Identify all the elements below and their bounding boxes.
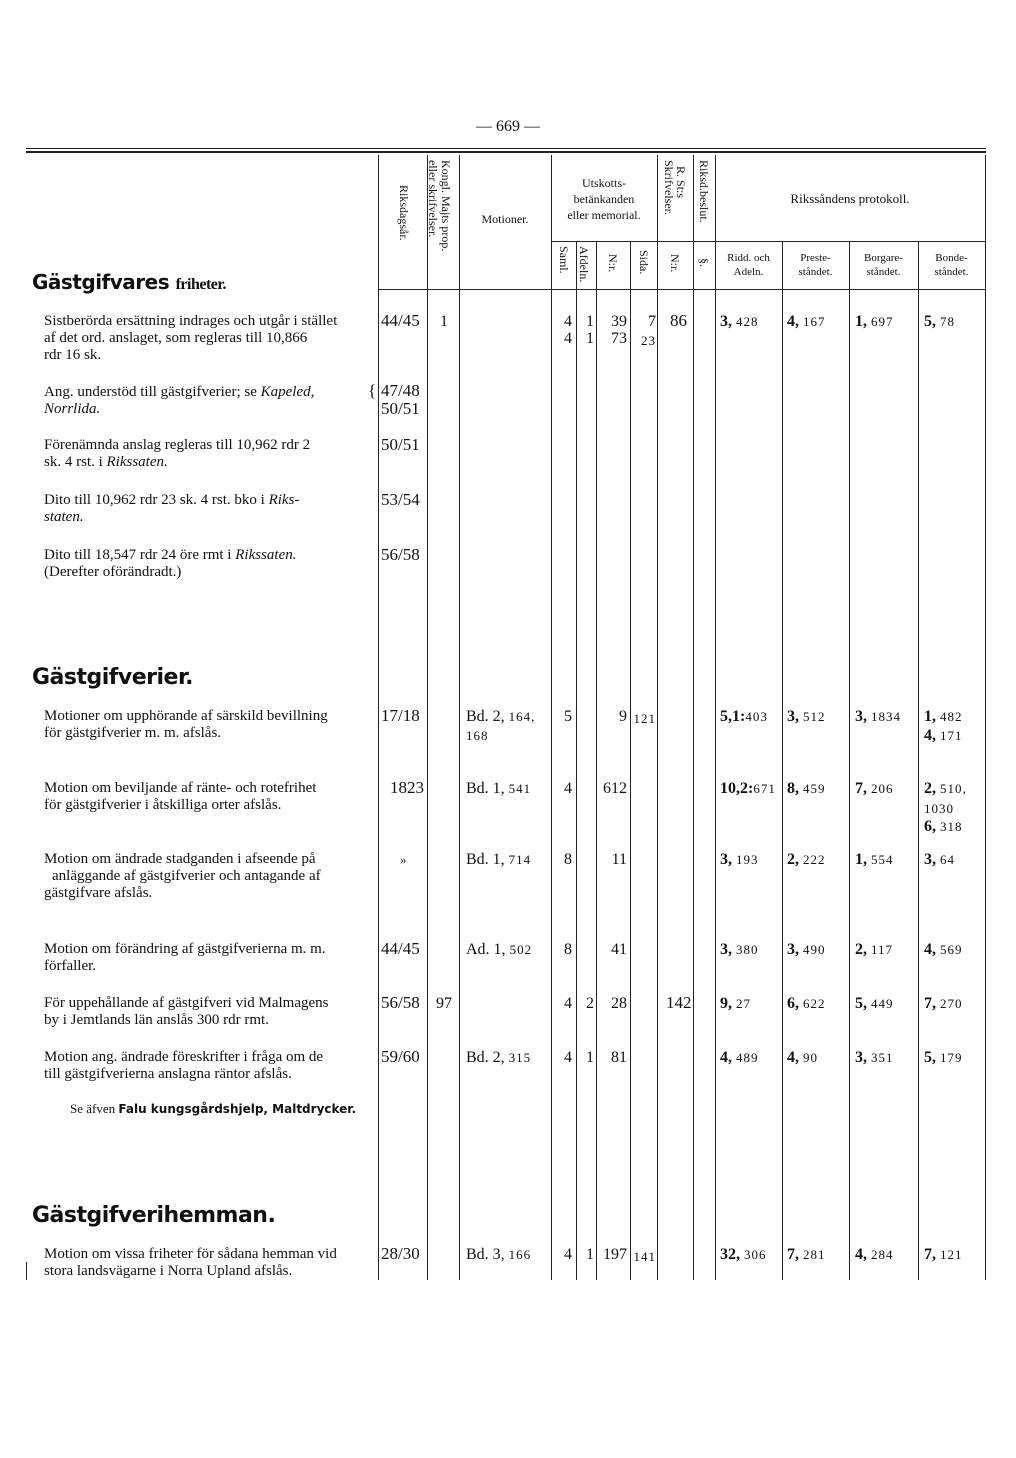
page: 166 — [508, 1247, 532, 1262]
bondestandet — [924, 1049, 963, 1066]
utskott-divider — [551, 241, 657, 242]
col-line — [427, 155, 428, 1280]
desc-line: Dito till 18,547 rdr 24 öre rmt i — [44, 547, 232, 563]
header-bonde-2: ståndet. — [934, 266, 969, 278]
volume: 4, — [787, 1049, 799, 1066]
saml: 4 — [564, 1049, 572, 1066]
rsts-nr: 86 — [670, 311, 687, 330]
page: 318 — [940, 819, 963, 834]
year: 50/51 — [381, 399, 420, 418]
desc-line: stora landsvägarne i Norra Upland afslås. — [44, 1263, 293, 1279]
rsts-divider — [657, 241, 715, 242]
page: 490 — [803, 942, 826, 957]
volume: 7, — [924, 1246, 936, 1263]
page: 380 — [736, 942, 759, 957]
borgarestandet — [855, 851, 894, 868]
volume: 3, — [720, 313, 732, 330]
row-description — [44, 1246, 376, 1280]
kongl-prop: 97 — [436, 995, 452, 1012]
desc-italic: Rikssaten. — [106, 454, 168, 470]
desc-line: för gästgifverier m. m. afslås. — [44, 725, 222, 741]
ridd-adeln — [720, 708, 768, 725]
row-description — [44, 492, 376, 526]
volume: Bd. 3, — [466, 1246, 505, 1263]
volume: 3, — [855, 708, 867, 725]
volume: Bd. 1, — [466, 851, 505, 868]
page: 206 — [871, 781, 894, 796]
header-utskott-1: Utskotts- — [581, 176, 626, 190]
table-top-rule-thick — [26, 151, 986, 153]
saml: 5 — [564, 708, 572, 725]
volume: 5, — [924, 1049, 936, 1066]
desc-line: Motion om förändring af gästgifverierna m. m. — [44, 941, 326, 957]
bondestandet — [924, 313, 955, 330]
page: 569 — [940, 942, 963, 957]
sida: 121 — [633, 711, 656, 726]
volume: 2, — [787, 851, 799, 868]
motion-ref — [466, 851, 531, 868]
page: 510, — [940, 781, 967, 796]
header-afdeln: Afdeln. — [577, 246, 591, 283]
page: 482 — [940, 709, 963, 724]
col-line — [782, 241, 783, 1280]
prestestandet — [787, 780, 826, 797]
ridd-adeln — [720, 1246, 767, 1263]
col-line — [596, 241, 597, 1280]
col-line — [657, 155, 658, 1280]
volume: Bd. 2, — [466, 708, 505, 725]
volume: 9, — [720, 995, 732, 1012]
page: 502 — [509, 942, 533, 957]
volume: 4, — [855, 1246, 867, 1263]
volume: 5, — [855, 995, 867, 1012]
nr: 81 — [611, 1049, 627, 1066]
ridd-adeln — [720, 313, 759, 330]
sida: 23 — [641, 333, 656, 348]
col-line — [459, 155, 460, 1280]
row-description — [44, 437, 376, 471]
bondestandet — [924, 708, 963, 725]
page: 121 — [940, 1247, 963, 1262]
ridd-adeln — [720, 851, 759, 868]
bondestandet — [924, 727, 963, 744]
volume: 32, — [720, 1246, 740, 1263]
motion-ref — [466, 1049, 531, 1066]
section-title-gastgifvares — [32, 270, 226, 294]
page: 167 — [803, 314, 826, 329]
desc-line: Ang. understöd till gästgifverier; se — [44, 384, 257, 400]
nr: 11 — [611, 851, 627, 868]
year: 28/30 — [381, 1244, 420, 1263]
header-riksdagsar: Riksdagsår. — [397, 185, 411, 241]
row-description — [44, 313, 376, 364]
header-utskott-2: betänkanden — [573, 192, 635, 206]
saml: 8 — [564, 941, 572, 958]
desc-italic: Rikssaten. — [235, 547, 297, 563]
section-title-gastgifverier: Gästgifverier. — [32, 665, 194, 690]
header-borg-2: ståndet. — [866, 266, 901, 278]
col-line — [630, 241, 631, 1280]
page: 512 — [803, 709, 826, 724]
page: 78 — [940, 314, 955, 329]
col-line — [693, 155, 694, 1280]
bondestandet — [924, 851, 955, 868]
desc-line: sk. 4 rst. i — [44, 454, 103, 470]
desc-line: (Derefter oförändradt.) — [44, 564, 182, 580]
header-utskott-3: eller memorial. — [567, 208, 641, 222]
desc-italic: staten. — [44, 509, 84, 525]
motion-ref-cont: 168 — [466, 728, 489, 743]
section-title-sub: friheter. — [175, 276, 227, 293]
volume: 3, — [720, 941, 732, 958]
desc-line: för gästgifverier i åtskilliga orter afslås. — [44, 797, 282, 813]
bondestandet — [924, 941, 963, 958]
page: 306 — [744, 1247, 767, 1262]
desc-line: förfaller. — [44, 958, 97, 974]
header-rsts-2: Skrifvelser. — [662, 160, 676, 215]
ridd-adeln — [720, 941, 759, 958]
desc-line: af det ord. anslaget, som regleras till 10,866 — [44, 330, 308, 346]
page: 449 — [871, 996, 894, 1011]
prestestandet — [787, 708, 826, 725]
desc-line: Motioner om upphörande af särskild bevillning — [44, 708, 328, 724]
nr: 41 — [611, 941, 627, 958]
header-rsts-nr: N:r. — [668, 254, 682, 273]
row-description — [44, 708, 376, 742]
year: 56/58 — [381, 545, 420, 564]
year: 47/48 — [381, 381, 420, 400]
volume: 7, — [855, 780, 867, 797]
year-ditto: » — [400, 852, 407, 867]
col-line — [378, 155, 379, 1280]
prestestandet — [787, 995, 826, 1012]
desc-line: Sistberörda ersättning indrages och utgår i stället — [44, 313, 338, 329]
volume: 10,2: — [720, 780, 754, 797]
page: 315 — [508, 1050, 532, 1065]
borgarestandet — [855, 1049, 894, 1066]
row-description — [44, 780, 376, 814]
desc-line: Motion om ändrade stadganden i afseende på — [44, 851, 316, 867]
desc-italic: Norrlida. — [44, 401, 101, 417]
page: 541 — [508, 781, 532, 796]
motion-ref — [466, 941, 532, 958]
col-line — [985, 155, 986, 1280]
motion-ref — [466, 780, 531, 797]
page: 459 — [803, 781, 826, 796]
desc-line: Motion om vissa friheter för sådana hemman vid — [44, 1246, 337, 1262]
borgarestandet — [855, 780, 894, 797]
page: 622 — [803, 996, 826, 1011]
desc-line: Dito till 10,962 rdr 23 sk. 4 rst. bko i — [44, 492, 265, 508]
nr: 73 — [611, 330, 627, 347]
header-protokoll: Rikssåndens protokoll. — [790, 191, 910, 206]
volume: 3, — [924, 851, 936, 868]
bondestandet — [924, 1246, 963, 1263]
page-number: — 669 — — [476, 118, 540, 135]
volume: Ad. 1, — [466, 941, 506, 958]
year: 56/58 — [381, 993, 420, 1012]
sida: 141 — [633, 1249, 656, 1264]
volume: 2, — [855, 941, 867, 958]
page: 714 — [508, 852, 532, 867]
page: 1834 — [871, 709, 901, 724]
ridd-adeln — [720, 1049, 759, 1066]
header-prest-1: Preste- — [800, 252, 831, 264]
header-paragraph: §. — [697, 258, 711, 267]
col-line — [849, 241, 850, 1280]
afdeln: 2 — [586, 995, 594, 1012]
page: 428 — [736, 314, 759, 329]
prestestandet — [787, 313, 826, 330]
row-description — [44, 384, 366, 418]
row-description — [44, 941, 376, 975]
page: 171 — [940, 728, 963, 743]
prestestandet — [787, 1049, 818, 1066]
page: 164, — [508, 709, 536, 724]
row-description — [44, 1049, 376, 1083]
see-also-links: Falu kungsgårdshjelp, Maltdrycker. — [118, 1102, 357, 1116]
desc-line: gästgifvare afslås. — [44, 885, 153, 901]
sida: 7 — [648, 313, 656, 330]
afdeln: 1 — [586, 313, 594, 330]
volume: 2, — [924, 780, 936, 797]
saml: 4 — [564, 995, 572, 1012]
volume: 1, — [855, 851, 867, 868]
volume: 3, — [787, 708, 799, 725]
nr: 9 — [619, 708, 627, 725]
volume: 3, — [855, 1049, 867, 1066]
page: 403 — [745, 709, 768, 724]
header-kongl-1: Kongl. Majts prop. — [439, 160, 453, 252]
prestestandet — [787, 1246, 826, 1263]
borgarestandet — [855, 708, 901, 725]
desc-line: Förenämnda anslag regleras till 10,962 rdr 2 — [44, 437, 311, 453]
page: 179 — [940, 1050, 963, 1065]
ridd-adeln — [720, 995, 751, 1012]
bondestandet-cont: 1030 — [924, 801, 954, 816]
page: 117 — [871, 942, 894, 957]
header-ridd-1: Ridd. och — [727, 252, 770, 264]
volume: 4, — [924, 727, 936, 744]
col-line — [715, 155, 716, 1280]
saml: 4 — [564, 330, 572, 347]
desc-line: För uppehållande af gästgifveri vid Malmagens — [44, 995, 329, 1011]
borgarestandet — [855, 313, 894, 330]
year: 50/51 — [381, 435, 420, 454]
page: 193 — [736, 852, 759, 867]
page: 697 — [871, 314, 894, 329]
volume: 1, — [855, 313, 867, 330]
year: 59/60 — [381, 1047, 420, 1066]
desc-line: anläggande af gästgifverier och antagande af — [52, 868, 321, 884]
desc-italic: Kapeled, — [260, 384, 315, 400]
page: 554 — [871, 852, 894, 867]
col-line-left — [26, 1262, 27, 1280]
section-title-gastgifverihemman: Gästgifverihemman. — [32, 1203, 276, 1228]
row-description — [44, 851, 376, 902]
year: 17/18 — [381, 706, 420, 725]
year: 1823 — [390, 778, 424, 797]
row-description — [44, 547, 376, 581]
row-description — [44, 995, 376, 1029]
volume: 4, — [924, 941, 936, 958]
page: 281 — [803, 1247, 826, 1262]
desc-line: till gästgifverierna anslagna räntor afslås. — [44, 1066, 292, 1082]
volume: 5,1: — [720, 708, 746, 725]
nr: 197 — [603, 1246, 627, 1263]
volume: 6, — [924, 818, 936, 835]
saml: 4 — [564, 780, 572, 797]
afdeln: 1 — [586, 1246, 594, 1263]
header-rsts-1: R. St:s — [674, 166, 688, 199]
header-riksdbeslut: Riksd.beslut. — [697, 160, 711, 223]
volume: Bd. 2, — [466, 1049, 505, 1066]
kongl-prop: 1 — [440, 313, 448, 330]
year: 44/45 — [381, 311, 420, 330]
borgarestandet — [855, 941, 893, 958]
header-ridd-2: Adeln. — [733, 266, 764, 278]
volume: 3, — [720, 851, 732, 868]
year: 53/54 — [381, 490, 420, 509]
afdeln: 1 — [586, 330, 594, 347]
desc-line: rdr 16 sk. — [44, 347, 102, 363]
page: 64 — [940, 852, 955, 867]
saml: 4 — [564, 1246, 572, 1263]
volume: Bd. 1, — [466, 780, 505, 797]
see-also-prefix: Se äfven — [70, 1101, 116, 1116]
volume: 7, — [924, 995, 936, 1012]
ridd-adeln — [720, 780, 776, 797]
nr: 612 — [603, 780, 627, 797]
page: 90 — [803, 1050, 818, 1065]
header-sida: Sida. — [637, 250, 651, 275]
page: 222 — [803, 852, 826, 867]
volume: 4, — [720, 1049, 732, 1066]
page: 489 — [736, 1050, 759, 1065]
col-line — [576, 241, 577, 1280]
desc-line: Motion ang. ändrade föreskrifter i fråga om de — [44, 1049, 324, 1065]
prestestandet — [787, 851, 826, 868]
volume: 4, — [787, 313, 799, 330]
header-bottom-rule — [378, 289, 986, 290]
volume: 1, — [924, 708, 936, 725]
desc-line: by i Jemtlands län anslås 300 rdr rmt. — [44, 1012, 269, 1028]
saml: 8 — [564, 851, 572, 868]
volume: 8, — [787, 780, 799, 797]
col-line — [918, 241, 919, 1280]
nr: 28 — [611, 995, 627, 1012]
prestestandet — [787, 941, 826, 958]
motion-ref — [466, 1246, 531, 1263]
see-also-note — [70, 1101, 356, 1117]
brace: { — [368, 381, 377, 400]
page: 270 — [940, 996, 963, 1011]
header-saml: Saml. — [557, 246, 571, 274]
header-nr: N:r. — [606, 254, 620, 273]
volume: 6, — [787, 995, 799, 1012]
bondestandet — [924, 818, 963, 835]
header-borg-1: Borgare- — [864, 252, 903, 264]
volume: 3, — [787, 941, 799, 958]
volume: 7, — [787, 1246, 799, 1263]
rsts-nr: 142 — [666, 993, 692, 1012]
header-bonde-1: Bonde- — [935, 252, 968, 264]
page: 351 — [871, 1050, 894, 1065]
year: 44/45 — [381, 939, 420, 958]
header-motioner: Motioner. — [481, 212, 529, 226]
desc-line: Motion om beviljande af ränte- och rotefrihet — [44, 780, 317, 796]
page: 671 — [753, 781, 776, 796]
section-title-main: Gästgifvares — [32, 270, 170, 294]
page: 27 — [736, 996, 751, 1011]
table-top-rule — [26, 148, 986, 149]
borgarestandet — [855, 1246, 894, 1263]
desc-italic: Riks- — [268, 492, 300, 508]
volume: 5, — [924, 313, 936, 330]
borgarestandet — [855, 995, 894, 1012]
page: 284 — [871, 1247, 894, 1262]
nr: 39 — [611, 313, 627, 330]
header-prest-2: ståndet. — [798, 266, 833, 278]
bondestandet — [924, 995, 963, 1012]
protokoll-divider — [715, 241, 985, 242]
header-kongl-2: eller skrifvelser. — [426, 160, 440, 238]
motion-ref — [466, 708, 535, 725]
saml: 4 — [564, 313, 572, 330]
bondestandet — [924, 780, 967, 797]
afdeln: 1 — [586, 1049, 594, 1066]
